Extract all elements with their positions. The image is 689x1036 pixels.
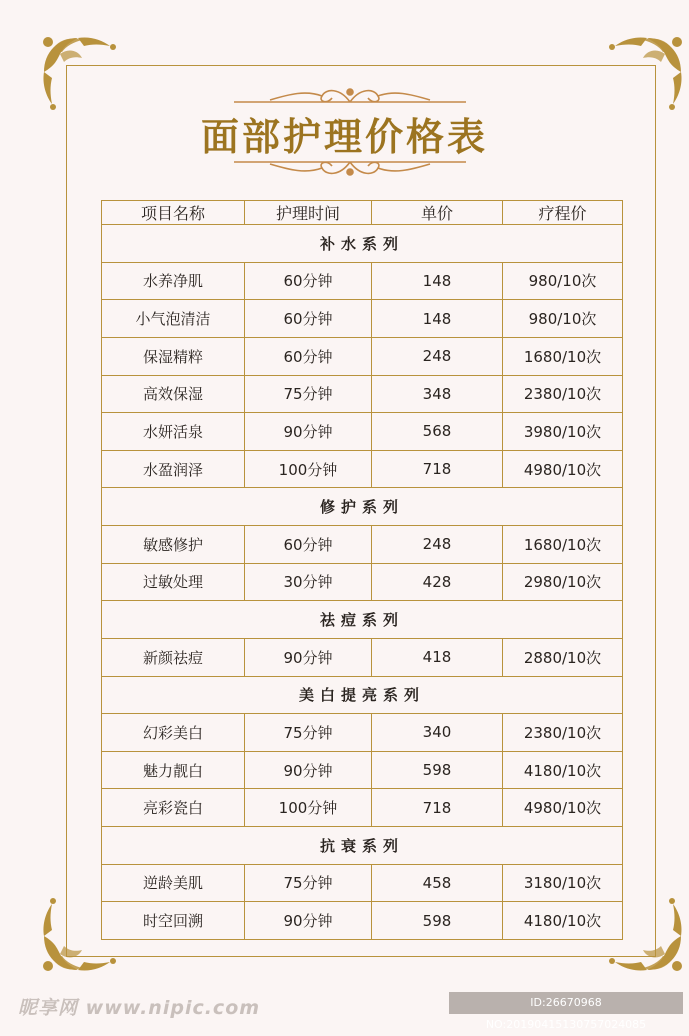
item-name: 魅力靓白 <box>102 751 245 789</box>
item-time: 60分钟 <box>245 337 372 375</box>
item-course: 1680/10次 <box>503 337 623 375</box>
item-price: 718 <box>372 450 503 488</box>
item-name: 水盈润泽 <box>102 450 245 488</box>
item-course: 2380/10次 <box>503 375 623 413</box>
series-row <box>102 225 623 263</box>
price-table <box>101 200 623 940</box>
table-row <box>102 450 623 488</box>
item-price: 340 <box>372 714 503 752</box>
header-cell: 项目名称 <box>102 201 245 225</box>
item-price: 458 <box>372 864 503 902</box>
table-row <box>102 337 623 375</box>
series-title: 祛痘系列 <box>102 601 623 639</box>
item-course: 4180/10次 <box>503 751 623 789</box>
item-name: 高效保湿 <box>102 375 245 413</box>
item-course: 4980/10次 <box>503 789 623 827</box>
item-price: 148 <box>372 300 503 338</box>
item-course: 980/10次 <box>503 262 623 300</box>
item-price: 148 <box>372 262 503 300</box>
item-name: 新颜祛痘 <box>102 638 245 676</box>
item-time: 100分钟 <box>245 789 372 827</box>
item-name: 时空回溯 <box>102 902 245 940</box>
item-course: 2880/10次 <box>503 638 623 676</box>
title-ornament-top <box>230 84 470 108</box>
table-row <box>102 638 623 676</box>
series-row <box>102 601 623 639</box>
series-title: 修护系列 <box>102 488 623 526</box>
watermark-id: ID:26670968 NO:20190415130757024085 <box>449 992 683 1014</box>
item-price: 348 <box>372 375 503 413</box>
item-time: 75分钟 <box>245 375 372 413</box>
series-title: 美白提亮系列 <box>102 676 623 714</box>
table-row <box>102 563 623 601</box>
item-price: 418 <box>372 638 503 676</box>
table-row <box>102 751 623 789</box>
item-course: 3180/10次 <box>503 864 623 902</box>
watermark-site-url: www.nipic.com <box>85 997 261 1019</box>
item-price: 598 <box>372 751 503 789</box>
item-name: 敏感修护 <box>102 526 245 564</box>
item-course: 4180/10次 <box>503 902 623 940</box>
header-cell: 单价 <box>372 201 503 225</box>
item-time: 30分钟 <box>245 563 372 601</box>
item-time: 100分钟 <box>245 450 372 488</box>
table-row <box>102 375 623 413</box>
header-cell: 疗程价 <box>503 201 623 225</box>
item-time: 90分钟 <box>245 902 372 940</box>
item-course: 2380/10次 <box>503 714 623 752</box>
item-time: 75分钟 <box>245 714 372 752</box>
item-price: 568 <box>372 413 503 451</box>
item-name: 小气泡清洁 <box>102 300 245 338</box>
item-name: 过敏处理 <box>102 563 245 601</box>
table-row <box>102 864 623 902</box>
series-title: 抗衰系列 <box>102 827 623 865</box>
item-price: 718 <box>372 789 503 827</box>
watermark-site-name: 昵享网 <box>18 997 79 1019</box>
page-title: 面部护理价格表 <box>200 114 488 159</box>
item-name: 保湿精粹 <box>102 337 245 375</box>
item-time: 90分钟 <box>245 413 372 451</box>
table-row <box>102 714 623 752</box>
table-row <box>102 789 623 827</box>
table-row <box>102 413 623 451</box>
series-row <box>102 488 623 526</box>
item-time: 60分钟 <box>245 300 372 338</box>
item-name: 水养净肌 <box>102 262 245 300</box>
header-row <box>102 201 623 225</box>
item-time: 90分钟 <box>245 638 372 676</box>
series-row <box>102 827 623 865</box>
item-price: 428 <box>372 563 503 601</box>
series-row <box>102 676 623 714</box>
watermark-site <box>18 993 260 1020</box>
series-title: 补水系列 <box>102 225 623 263</box>
item-name: 亮彩瓷白 <box>102 789 245 827</box>
table-row <box>102 526 623 564</box>
item-time: 75分钟 <box>245 864 372 902</box>
item-name: 幻彩美白 <box>102 714 245 752</box>
item-time: 60分钟 <box>245 262 372 300</box>
item-course: 4980/10次 <box>503 450 623 488</box>
item-course: 2980/10次 <box>503 563 623 601</box>
item-name: 水妍活泉 <box>102 413 245 451</box>
table-row <box>102 262 623 300</box>
item-name: 逆龄美肌 <box>102 864 245 902</box>
title-ornament-bottom <box>230 156 470 180</box>
item-time: 90分钟 <box>245 751 372 789</box>
table-row <box>102 300 623 338</box>
item-price: 248 <box>372 337 503 375</box>
table-row <box>102 902 623 940</box>
item-time: 60分钟 <box>245 526 372 564</box>
item-course: 3980/10次 <box>503 413 623 451</box>
item-price: 248 <box>372 526 503 564</box>
header-cell: 护理时间 <box>245 201 372 225</box>
item-price: 598 <box>372 902 503 940</box>
item-course: 1680/10次 <box>503 526 623 564</box>
item-course: 980/10次 <box>503 300 623 338</box>
